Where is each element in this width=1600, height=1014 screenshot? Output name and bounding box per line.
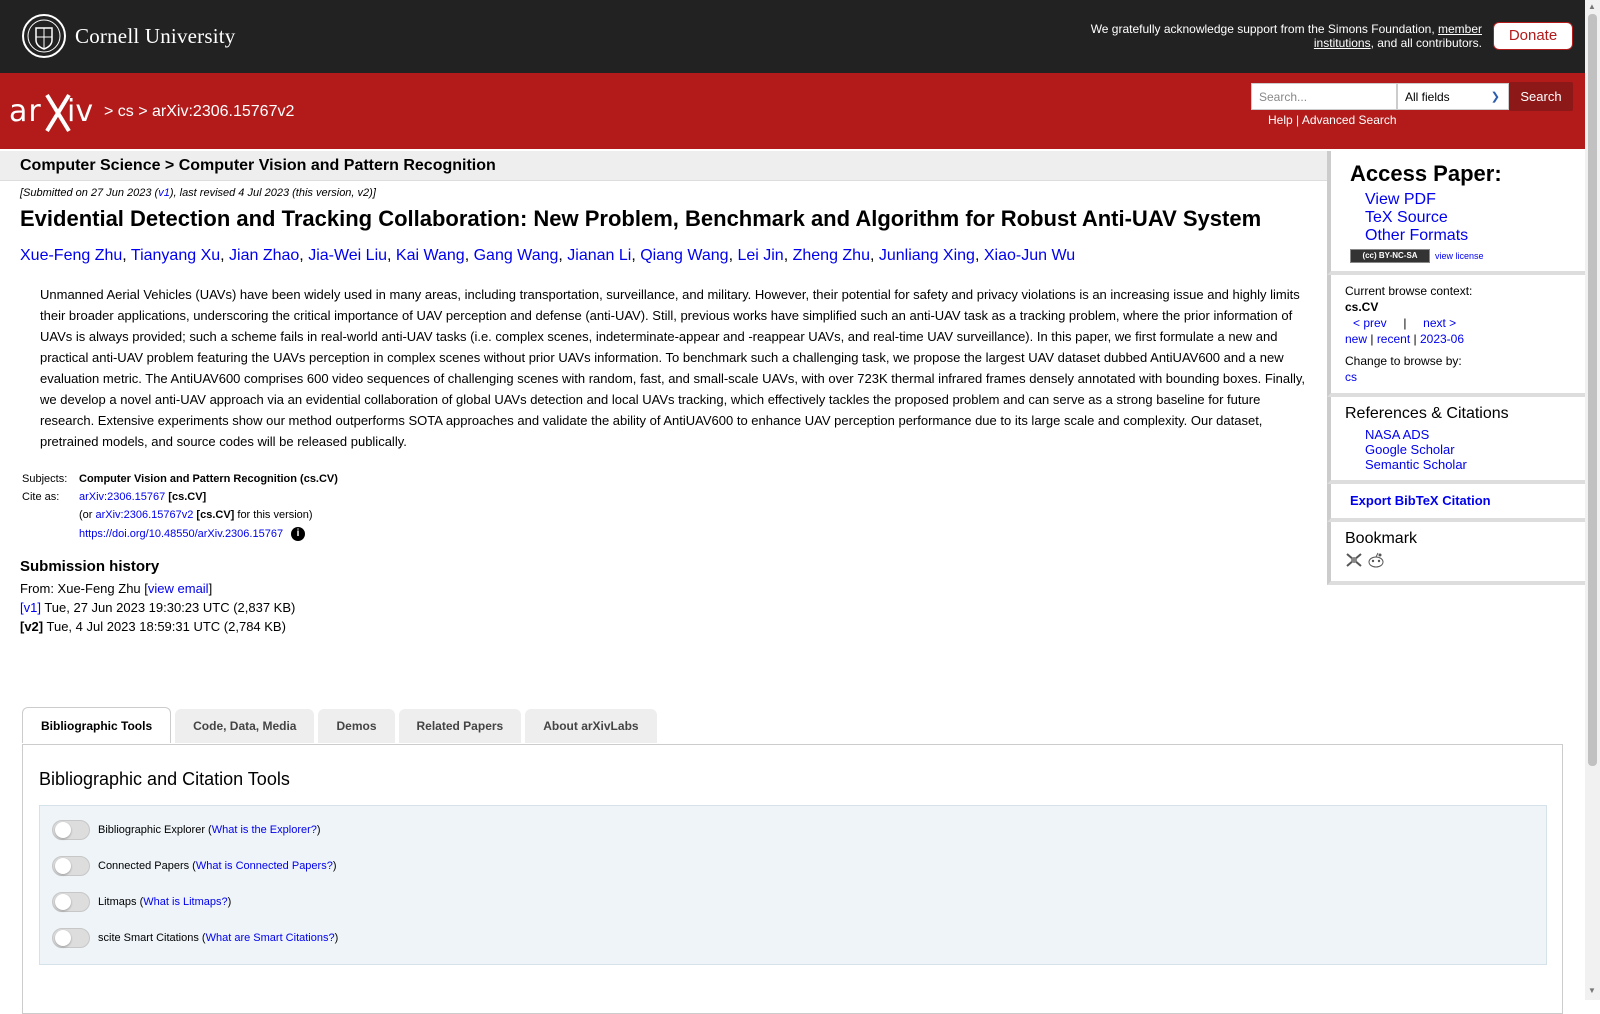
author-link[interactable]: Kai Wang (395, 247, 465, 264)
top-bar (0, 0, 1585, 73)
tab-about-arxivlabs[interactable]: About arXivLabs (525, 709, 656, 743)
cornell-logo[interactable] (21, 13, 236, 59)
author-link[interactable]: Junliang Xing (878, 247, 975, 264)
advanced-search-link[interactable]: Advanced Search (1301, 113, 1397, 127)
bibsonomy-icon[interactable] (1345, 555, 1367, 572)
month-link[interactable]: 2023-06 (1419, 332, 1465, 346)
submission-history-heading: Submission history (20, 558, 160, 575)
breadcrumb-cs[interactable]: cs (117, 103, 134, 120)
tab-related-papers[interactable]: Related Papers (399, 709, 522, 743)
view-pdf-link[interactable]: View PDF (1365, 191, 1436, 208)
view-email-link[interactable]: view email (147, 581, 209, 596)
semantic-scholar-link[interactable]: Semantic Scholar (1365, 457, 1467, 472)
submission-history: From: Xue-Feng Zhu [view email] [v1] Tue, 27 Jun 2023 19:30:23 UTC (2,837 KB) [v2] Tue, 4 Jul 2023 18:59:31 UTC (2,784 KB) (20, 581, 296, 634)
tab-demos[interactable]: Demos (318, 709, 394, 743)
doi-link[interactable]: https://doi.org/10.48550/arXiv.2306.15767 (79, 527, 284, 540)
arxiv-logo-icon[interactable] (9, 91, 101, 133)
author-link[interactable]: Gang Wang (473, 247, 559, 264)
paper-main (20, 181, 1310, 636)
cite-id-link[interactable]: arXiv:2306.15767 (79, 491, 166, 503)
bookmark-heading: Bookmark (1345, 530, 1418, 547)
next-link[interactable]: next > (1423, 316, 1457, 330)
tool-label: Connected Papers (98, 860, 190, 872)
v1-link[interactable]: v1 (158, 187, 170, 199)
cornell-wordmark: Cornell University (75, 23, 236, 48)
cite-version-tag: [cs.CV] (196, 509, 235, 521)
history-v2-label: [v2] (20, 619, 44, 634)
tool-label: Bibliographic Explorer (98, 824, 205, 836)
litmaps-toggle[interactable] (52, 892, 90, 912)
support-tail: , and all contributors. (1370, 36, 1482, 50)
cite-as-label: Cite as: (22, 491, 60, 503)
author-link[interactable]: Zheng Zhu (792, 247, 870, 264)
tool-label: Litmaps (98, 896, 137, 908)
scroll-down-icon[interactable]: ▼ (1588, 986, 1596, 995)
what-is-explorer-link[interactable]: What is the Explorer? (211, 824, 317, 836)
explorer-toggle[interactable] (52, 820, 90, 840)
author-link[interactable]: Qiang Wang (640, 247, 729, 264)
what-are-smart-citations-link[interactable]: What are Smart Citations? (205, 932, 335, 944)
author-link[interactable]: Jia-Wei Liu (308, 247, 388, 264)
support-text: We gratefully acknowledge support from the Simons Foundation, (1090, 22, 1438, 36)
author-link[interactable]: Tianyang Xu (130, 247, 221, 264)
authors-list: Xue-Feng Zhu, Tianyang Xu, Jian Zhao, Jia-Wei Liu, Kai Wang, Gang Wang, Jianan Li, Qiang Wang, Lei Jin, Zheng Zhu, Junliang Xing, Xiao-Jun Wu (20, 247, 1076, 264)
author-link[interactable]: Xiao-Jun Wu (983, 247, 1076, 264)
reddit-icon[interactable] (1367, 555, 1385, 572)
tex-source-link[interactable]: TeX Source (1365, 209, 1448, 226)
tool-connected-papers: Connected Papers ( What is Connected Papers? ) (52, 856, 337, 876)
history-v1-link[interactable]: [v1] (20, 600, 41, 615)
subjects-value: Computer Vision and Pattern Recognition (cs.CV) (79, 473, 338, 485)
scite-toggle[interactable] (52, 928, 90, 948)
tools-box (39, 805, 1547, 965)
author-link[interactable]: Jianan Li (567, 247, 632, 264)
search-button[interactable]: Search (1509, 82, 1573, 111)
svg-text:ar: ar (9, 94, 42, 129)
info-icon[interactable]: i (291, 527, 305, 541)
browse-context-value: cs.CV (1345, 300, 1379, 314)
search-input[interactable]: Search... (1251, 83, 1397, 110)
what-is-litmaps-link[interactable]: What is Litmaps? (143, 896, 228, 908)
author-link[interactable]: Jian Zhao (229, 247, 300, 264)
view-license-link[interactable]: view license (1435, 251, 1484, 261)
browse-context-box: Current browse context: cs.CV < prev | next > new | recent | 2023-06 Change to browse by: cs (1327, 275, 1585, 397)
license (1350, 249, 1571, 263)
browse-cs-link[interactable]: cs (1345, 370, 1357, 384)
svg-text:iv: iv (67, 94, 94, 129)
what-is-connected-papers-link[interactable]: What is Connected Papers? (195, 860, 333, 872)
breadcrumb: > cs > arXiv:2306.15767v2 (104, 103, 295, 120)
chevron-down-icon: ❯ (1490, 91, 1500, 103)
scroll-thumb[interactable] (1588, 14, 1597, 766)
help-links: Help | Advanced Search (1268, 113, 1397, 127)
cornell-seal-icon (21, 13, 67, 59)
other-formats-link[interactable]: Other Formats (1365, 227, 1469, 244)
tool-label: scite Smart Citations (98, 932, 199, 944)
subject-header: Computer Science > Computer Vision and Pattern Recognition (0, 151, 1327, 181)
subjects-label: Subjects: (22, 473, 68, 485)
prev-link[interactable]: < prev (1353, 316, 1387, 330)
paper-title: Evidential Detection and Tracking Collaboration: New Problem, Benchmark and Algorithm for Robust Anti-UAV System (20, 206, 1262, 231)
support-message (1062, 22, 1482, 50)
access-paper-box (1327, 151, 1585, 275)
scrollbar[interactable] (1585, 0, 1600, 1000)
new-link[interactable]: new (1345, 332, 1368, 346)
metadata-table: Subjects: Computer Vision and Pattern Recognition (cs.CV) Cite as: arXiv:2306.15767 [cs.CV] (or arXiv:2306.15767v2 [cs.CV] for this version) https://doi.org/10.48550/arXiv.2306.15767 i (20, 470, 1310, 544)
author-link[interactable]: Xue-Feng Zhu (20, 247, 123, 264)
submission-dateline: [Submitted on 27 Jun 2023 (v1), last revised 4 Jul 2023 (this version, v2)] (20, 187, 376, 199)
cite-version-link[interactable]: arXiv:2306.15767v2 (95, 509, 194, 521)
tool-scite: scite Smart Citations ( What are Smart Citations? ) (52, 928, 338, 948)
arxiv-nav-bar (0, 73, 1585, 149)
recent-link[interactable]: recent (1376, 332, 1411, 346)
google-scholar-link[interactable]: Google Scholar (1365, 442, 1455, 457)
access-paper-heading: Access Paper: (1350, 161, 1502, 186)
labs-tabs (22, 709, 657, 743)
help-link[interactable]: Help (1268, 113, 1293, 127)
donate-button[interactable]: Donate (1493, 22, 1573, 50)
extra-services-sidebar (1327, 151, 1585, 585)
export-box (1327, 484, 1585, 522)
change-browse-label: Change to browse by: (1345, 354, 1462, 368)
export-bibtex-link[interactable]: Export BibTeX Citation (1350, 493, 1491, 508)
nasa-ads-link[interactable]: NASA ADS (1365, 427, 1430, 442)
breadcrumb-paper-id: arXiv:2306.15767v2 (152, 103, 295, 120)
browse-context-label: Current browse context: (1345, 284, 1473, 298)
references-box (1327, 397, 1585, 484)
search-field-value: All fields (1405, 90, 1450, 104)
references-heading: References & Citations (1345, 405, 1509, 422)
tool-litmaps: Litmaps ( What is Litmaps? ) (52, 892, 231, 912)
member-institutions-link[interactable]: member institutions (1313, 22, 1482, 50)
tab-code-data-media[interactable]: Code, Data, Media (175, 709, 314, 743)
bookmark-box (1327, 522, 1585, 585)
cc-license-badge-icon[interactable]: (cc) BY-NC-SA (1350, 249, 1430, 263)
scroll-up-icon[interactable]: ▲ (1588, 2, 1596, 11)
cite-tag: [cs.CV] (168, 491, 207, 503)
search-field-select[interactable] (1397, 83, 1509, 110)
connected-papers-toggle[interactable] (52, 856, 90, 876)
panel-heading: Bibliographic and Citation Tools (39, 769, 290, 789)
tab-bibliographic-tools[interactable]: Bibliographic Tools (22, 707, 171, 743)
abstract: Unmanned Aerial Vehicles (UAVs) have been widely used in many areas, including transportation, surveillance, and military. However, their potential for safety and privacy violations is an increasing issue and highly limits their broader applications, underscoring the critical importance of UAV perception and defense (anti-UAV). Still, previous works have simplified such an anti-UAV task as a tracking problem, where the prior information of UAVs is always provided; such a scheme fails in real-world anti-UAV tasks (i.e. complex scenes, indeterminate-appear and -reappear UAVs, and real-time UAV surveillance). In this paper, we first formulate a new and practical anti-UAV problem featuring the UAVs perception in complex scenes without prior UAVs information. To benchmark such a challenging task, we propose the largest UAV dataset dubbed AntiUAV600 and a new evaluation metric. The AntiUAV600 comprises 600 video sequences of challenging scenes with random, fast, and small-scale UAVs, with over 723K thermal infrared frames densely annotated with bounding boxes. Finally, we develop a novel anti-UAV approach via an evidential collaboration of global UAVs detection and local UAVs tracking, which effectively tackles the proposed problem and can serve as a strong baseline for future research. Extensive experiments show our method outperforms SOTA approaches and validate the ability of AntiUAV600 to enhance UAV perception performance due to its large scale and complexity. Our dataset, pretrained models, and source codes will be released publically. (40, 287, 1306, 449)
tab-panel (22, 744, 1563, 1014)
tool-bibliographic-explorer: Bibliographic Explorer ( What is the Explorer? ) (52, 820, 321, 840)
author-link[interactable]: Lei Jin (737, 247, 784, 264)
